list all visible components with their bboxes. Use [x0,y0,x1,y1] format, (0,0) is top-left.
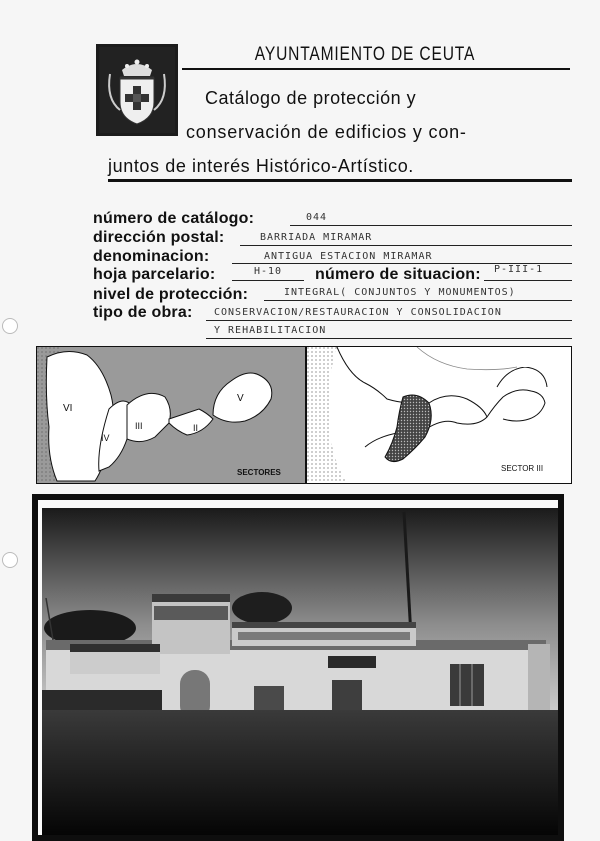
denomination-label: denominacion: [93,248,210,265]
sector-iii-caption: SECTOR III [501,464,544,473]
catalog-number-label: número de catálogo: [93,210,255,227]
field-underline [484,280,572,281]
sector-label: V [237,393,244,404]
sector-label: VI [63,403,73,414]
sector-label: IV [101,433,110,443]
title-line-1: Catálogo de protección y [205,88,417,108]
sector-label: III [135,421,143,431]
header-rule [182,68,570,70]
title-line-2: conservación de edificios y con- [186,122,467,142]
title-underline [108,179,572,182]
work-type-value-line-1: CONSERVACION/RESTAURACION Y CONSOLIDACION [214,307,502,318]
situation-number-label: número de situacion: [315,266,481,283]
parcel-sheet-value: H-10 [254,266,283,277]
field-underline [232,280,304,281]
catalog-number-value: 044 [306,212,328,223]
sector-label: II [193,423,199,433]
field-underline [240,245,572,246]
denomination-value: ANTIGUA ESTACION MIRAMAR [264,251,433,262]
punch-hole [2,552,18,568]
postal-address-value: BARRIADA MIRAMAR [260,232,373,243]
institution-title: AYUNTAMIENTO DE CEUTA [254,44,476,65]
work-type-label: tipo de obra: [93,304,193,321]
field-underline [206,320,572,321]
sector-iii-map [306,346,572,484]
coat-of-arms-icon [96,44,178,136]
work-type-value-line-2: Y REHABILITACION [214,325,327,336]
protection-level-label: nivel de protección: [93,286,249,303]
field-underline [206,338,572,339]
sectors-map [36,346,306,484]
building-photograph [32,494,564,841]
punch-hole [2,318,18,334]
field-underline [290,225,572,226]
field-underline [264,300,572,301]
title-line-3: juntos de interés Histórico-Artístico. [108,156,414,176]
postal-address-label: dirección postal: [93,229,225,246]
sectors-caption: SECTORES [237,468,281,477]
protection-level-value: INTEGRAL( CONJUNTOS Y MONUMENTOS) [284,287,516,298]
parcel-sheet-label: hoja parcelario: [93,266,216,283]
situation-number-value: P-III-1 [494,264,544,275]
